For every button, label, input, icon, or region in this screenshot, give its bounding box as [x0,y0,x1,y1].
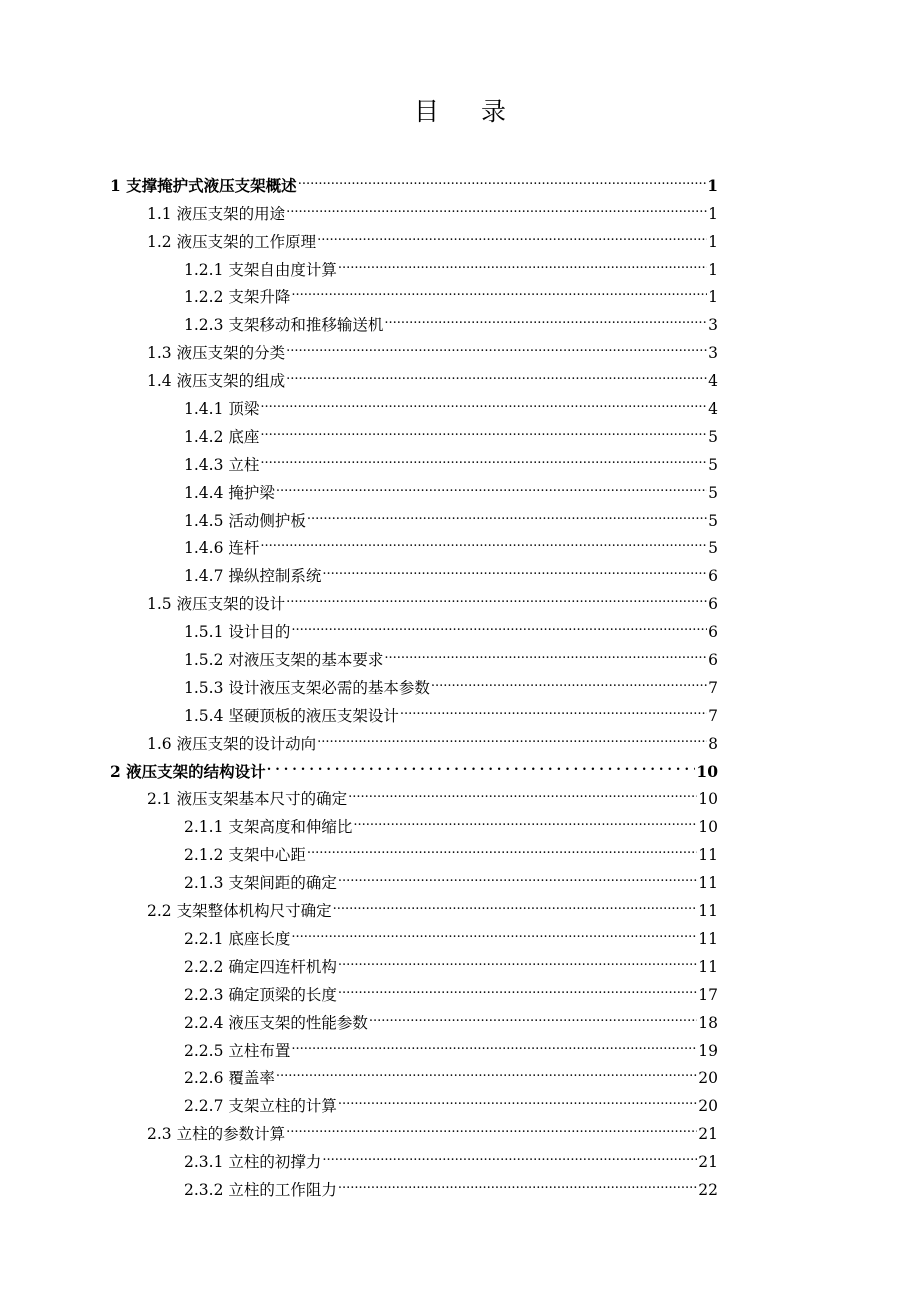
toc-entry-title: 2.1 液压支架基本尺寸的确定 [147,790,348,809]
toc-entry-title: 1.6 液压支架的设计动向 [147,734,317,753]
toc-entry[interactable] [110,609,718,642]
toc-page-number: 8 [708,734,718,753]
toc-entry-title: 1.3 液压支架的分类 [147,344,286,363]
toc-entry-title: 1.2.3 支架移动和推移输送机 [184,316,384,335]
toc-page-number: 3 [708,316,718,335]
toc-page-number: 20 [698,1069,718,1088]
dot-leader [260,386,707,414]
toc-page-number: 1 [708,260,718,279]
dot-leader [338,247,707,275]
toc-entry[interactable] [110,386,718,419]
toc-entry-title: 2.2.2 确定四连杆机构 [184,957,337,976]
dot-leader [338,972,697,1000]
dot-leader [286,1111,697,1139]
toc-page-number: 6 [708,567,718,586]
toc-entry[interactable] [110,330,718,363]
toc-page-number: 18 [698,1013,718,1032]
toc-entry-title: 1.1 液压支架的用途 [147,204,286,223]
dot-leader [291,609,707,637]
dot-leader [260,414,707,442]
toc-page-number: 4 [708,372,718,391]
toc-entry-title: 1.4.4 掩护梁 [184,483,275,502]
dot-leader [400,693,707,721]
dot-leader [291,275,707,303]
dot-leader [338,944,697,972]
toc-entry-title: 2.2.6 覆盖率 [184,1069,275,1088]
toc-page-number: 3 [708,344,718,363]
toc-page-number: 10 [698,790,718,809]
dot-leader [291,916,697,944]
toc-entry-title: 1.4.3 立柱 [184,455,260,474]
toc-entry[interactable] [110,581,718,614]
toc-entry-title: 1.5.2 对液压支架的基本要求 [184,651,384,670]
toc-page-number: 5 [708,511,718,530]
dot-leader [260,526,707,554]
toc-entry[interactable] [110,553,718,586]
toc-entry[interactable] [110,526,718,558]
toc-page-number: 1 [708,232,718,251]
toc-page-number: 5 [708,455,718,474]
toc-entry[interactable] [110,693,718,725]
toc-entry-title: 1.5.4 坚硬顶板的液压支架设计 [184,706,399,725]
toc-entry[interactable] [110,888,718,921]
toc-entry[interactable] [110,637,718,670]
toc-page-number: 1 [708,288,718,307]
dot-leader [307,832,697,860]
toc-entry-title: 2.3 立柱的参数计算 [147,1125,286,1144]
toc-page-number: 7 [708,678,718,697]
toc-entry[interactable] [110,1167,718,1199]
toc-entry[interactable] [110,191,718,223]
toc-page-number: 21 [698,1125,718,1144]
toc-entry[interactable] [110,442,718,474]
dot-leader [338,860,697,888]
dot-leader [431,665,707,693]
toc-entry[interactable] [110,749,718,781]
toc-entry[interactable] [110,1028,718,1060]
toc-entry[interactable] [110,804,718,837]
toc-entry[interactable] [110,470,718,502]
table-of-contents [110,163,718,1199]
toc-entry[interactable] [110,1139,718,1172]
toc-entry-title: 2.1.3 支架间距的确定 [184,874,337,893]
dot-leader [333,888,698,916]
toc-page-number: 1 [708,204,718,223]
dot-leader [384,637,707,665]
dot-leader [276,470,707,498]
toc-page-number: 7 [708,706,718,725]
toc-entry[interactable] [110,1083,718,1116]
toc-entry[interactable] [110,1000,718,1032]
toc-page-number: 10 [696,761,718,781]
dot-leader [298,163,707,191]
toc-entry[interactable] [110,414,718,446]
dot-leader [286,191,707,219]
dot-leader [291,1028,697,1056]
toc-page-number: 22 [698,1180,718,1199]
toc-entry[interactable] [110,665,718,697]
dot-leader [369,1000,697,1028]
toc-entry[interactable] [110,498,718,530]
page-title: 目录 [413,97,548,126]
dot-leader [317,219,707,247]
toc-entry-title: 1.2.2 支架升降 [184,288,291,307]
dot-leader [353,804,697,832]
dot-leader [260,442,707,470]
toc-page-number: 11 [698,874,718,893]
toc-entry-title: 2 液压支架的结构设计 [110,761,266,781]
toc-page-number: 19 [698,1041,718,1060]
toc-entry-title: 2.3.1 立柱的初撑力 [184,1153,322,1172]
toc-page-number: 6 [708,595,718,614]
toc-entry[interactable] [110,944,718,976]
toc-entry-title: 2.1.1 支架高度和伸缩比 [184,818,353,837]
dot-leader [286,358,707,386]
toc-page-number: 11 [698,929,718,948]
toc-entry-title: 2.1.2 支架中心距 [184,846,306,865]
toc-entry[interactable] [110,358,718,391]
dot-leader [276,1056,697,1084]
toc-entry-title: 2.2.3 确定顶梁的长度 [184,985,337,1004]
toc-page-number: 1 [707,175,718,195]
toc-entry-title: 1.5.3 设计液压支架必需的基本参数 [184,678,430,697]
toc-entry-title: 1.4.6 连杆 [184,539,260,558]
dot-leader [338,1083,697,1111]
toc-entry[interactable] [110,163,718,195]
toc-entry-title: 1.2 液压支架的工作原理 [147,232,317,251]
toc-entry-title: 1.4.2 底座 [184,427,260,446]
toc-entry-title: 2.3.2 立柱的工作阻力 [184,1180,337,1199]
toc-entry-title: 2.2.5 立柱布置 [184,1041,291,1060]
toc-page-number: 5 [708,483,718,502]
toc-entry[interactable] [110,777,718,809]
toc-entry-title: 1.4.5 活动侧护板 [184,511,306,530]
toc-entry[interactable] [110,1111,718,1144]
toc-page-number: 6 [708,623,718,642]
toc-entry-title: 2.2.7 支架立柱的计算 [184,1097,337,1116]
toc-page-number: 4 [708,400,718,419]
toc-entry-title: 1.4 液压支架的组成 [147,372,286,391]
toc-entry[interactable] [110,302,718,335]
toc-page-number: 5 [708,427,718,446]
toc-entry-title: 1 支撑掩护式液压支架概述 [110,175,297,195]
dot-leader [307,498,707,526]
toc-entry-title: 1.4.7 操纵控制系统 [184,567,322,586]
toc-entry[interactable] [110,275,718,307]
toc-page-number: 5 [708,539,718,558]
toc-page-number: 21 [698,1153,718,1172]
toc-page-number: 11 [698,846,718,865]
toc-page-number: 20 [698,1097,718,1116]
toc-entry[interactable] [110,219,718,251]
toc-entry-title: 2.2 支架整体机构尺寸确定 [147,902,332,921]
toc-entry-title: 1.5.1 设计目的 [184,623,291,642]
toc-entry-title: 2.2.4 液压支架的性能参数 [184,1013,368,1032]
toc-page-number: 11 [698,957,718,976]
toc-entry[interactable] [110,916,718,948]
dot-leader [348,777,697,805]
toc-page-number: 11 [698,902,718,921]
dot-leader [338,1167,697,1195]
dot-leader [317,721,707,749]
toc-page-number: 17 [698,985,718,1004]
dot-leader [286,581,707,609]
toc-entry[interactable] [110,1056,718,1088]
dot-leader [322,553,707,581]
dot-leader [384,302,707,330]
dot-leader [322,1139,697,1167]
toc-page-number: 6 [708,651,718,670]
toc-entry-title: 1.5 液压支架的设计 [147,595,286,614]
toc-entry[interactable] [110,972,718,1004]
dot-leader [267,749,696,777]
dot-leader [286,330,707,358]
toc-entry[interactable] [110,832,718,865]
toc-entry[interactable] [110,721,718,753]
toc-entry-title: 2.2.1 底座长度 [184,929,291,948]
toc-entry-title: 1.2.1 支架自由度计算 [184,260,337,279]
toc-entry-title: 1.4.1 顶梁 [184,400,260,419]
toc-entry[interactable] [110,860,718,893]
toc-page-number: 10 [698,818,718,837]
toc-entry[interactable] [110,247,718,279]
